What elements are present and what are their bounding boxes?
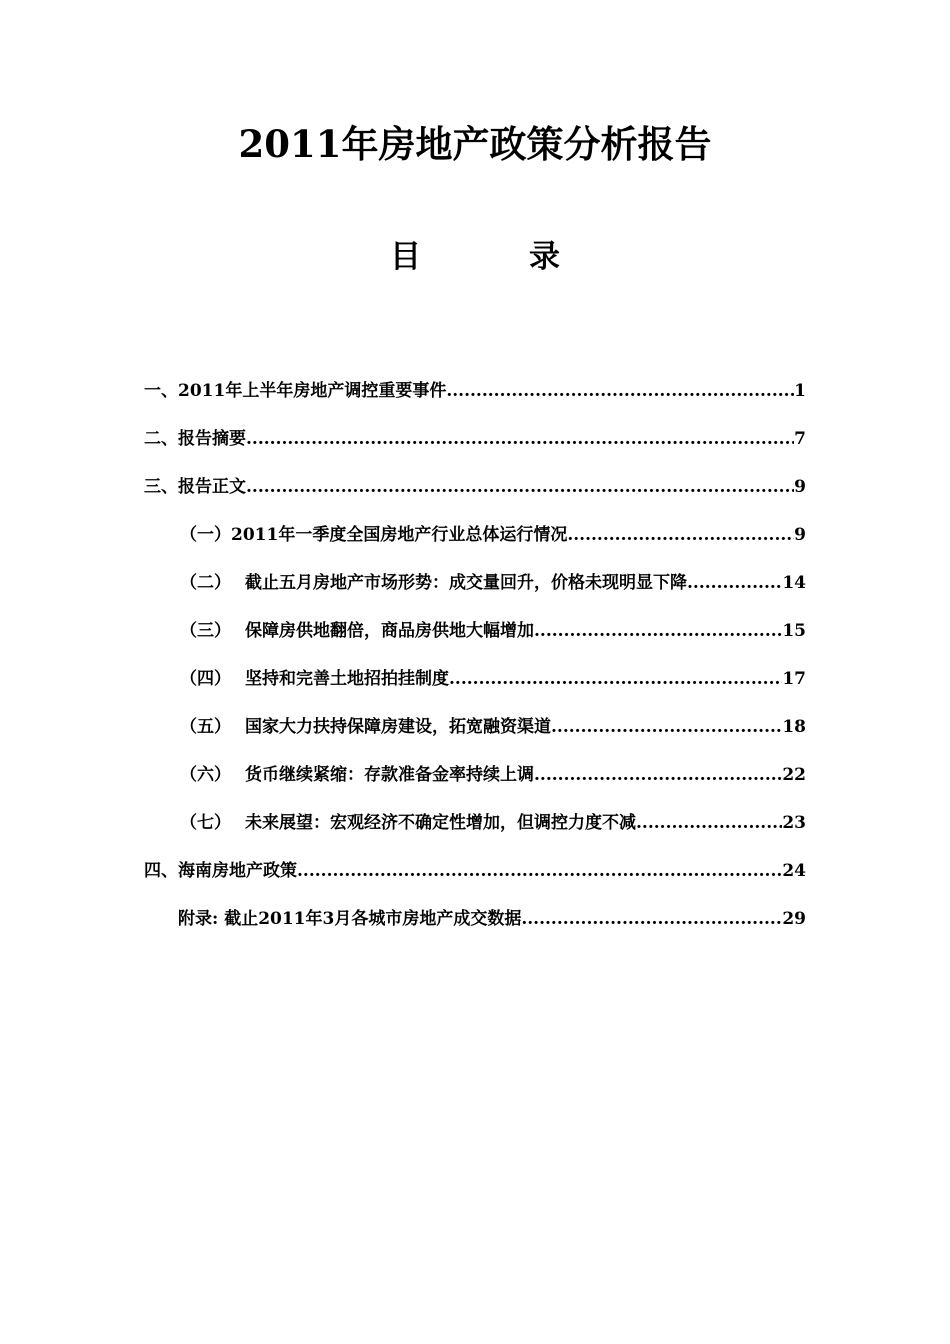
toc-entry-label [180, 714, 551, 740]
toc-entry-subsection-5[interactable] [180, 714, 806, 740]
toc-entry-appendix[interactable] [178, 906, 806, 932]
toc-entry-text: 2011年一季度全国房地产行业总体运行情况 [231, 525, 568, 545]
toc-heading-left: 目 [390, 239, 421, 275]
toc-page-number: 29 [782, 909, 806, 929]
toc-entry-text: 未来展望：宏观经济不确定性增加，但调控力度不减 [245, 813, 636, 833]
toc-entry-section-4[interactable] [144, 858, 806, 884]
toc-entry-label: 二、报告摘要 [144, 429, 246, 449]
toc-entry-subsection-3[interactable] [180, 618, 806, 644]
toc-entry-label: 附录: 截止2011年3月各城市房地产成交数据 [178, 909, 522, 929]
toc-entry-text: 国家大力扶持保障房建设，拓宽融资渠道 [245, 717, 551, 737]
toc-dot-leader [521, 906, 782, 932]
toc-dot-leader [446, 378, 794, 404]
toc-entry-subsection-2[interactable] [180, 570, 806, 596]
toc-entry-text: 货币继续紧缩：存款准备金率持续上调 [245, 765, 534, 785]
toc-page-number: 14 [782, 573, 806, 593]
toc-entry-label [180, 810, 636, 836]
toc-dot-leader [297, 858, 782, 884]
toc-page-number: 9 [794, 525, 806, 545]
toc-entry-text: 保障房供地翻倍，商品房供地大幅增加 [245, 621, 534, 641]
toc-heading [0, 234, 950, 280]
toc-entry-marker: （二） [180, 573, 231, 593]
toc-entry-subsection-6[interactable] [180, 762, 806, 788]
toc-entry-subsection-7[interactable] [180, 810, 806, 836]
toc-entry-label [180, 666, 449, 692]
toc-entry-label [180, 618, 534, 644]
toc-entry-subsection-4[interactable] [180, 666, 806, 692]
toc-entry-marker: （四） [180, 669, 231, 689]
toc-entry-text: 坚持和完善土地招拍挂制度 [245, 669, 449, 689]
toc-dot-leader [551, 714, 782, 740]
toc-page-number: 7 [794, 429, 806, 449]
toc-dot-leader [534, 618, 782, 644]
toc-dot-leader [567, 522, 794, 548]
toc-page-number: 17 [782, 669, 806, 689]
toc-entry-label [180, 570, 687, 596]
toc-dot-leader [246, 426, 794, 452]
toc-dot-leader [636, 810, 782, 836]
toc-entry-label [180, 522, 567, 548]
toc-page-number: 22 [782, 765, 806, 785]
toc-page-number: 23 [782, 813, 806, 833]
toc-entry-marker: （三） [180, 621, 231, 641]
toc-entry-label: 四、海南房地产政策 [144, 861, 297, 881]
toc-page-number: 9 [794, 477, 806, 497]
toc-entry-marker: （六） [180, 765, 231, 785]
toc-heading-right: 录 [529, 239, 560, 275]
toc-entry-label [180, 762, 534, 788]
toc-dot-leader [246, 474, 794, 500]
toc-page-number: 1 [794, 381, 806, 401]
toc-dot-leader [449, 666, 782, 692]
toc-entry-text: 截止五月房地产市场形势：成交量回升，价格未现明显下降 [245, 573, 687, 593]
toc-entry-label: 三、报告正文 [144, 477, 246, 497]
toc-entry-marker: （七） [180, 813, 231, 833]
toc-dot-leader [534, 762, 782, 788]
toc-entry-marker: （五） [180, 717, 231, 737]
toc-page-number: 18 [782, 717, 806, 737]
toc-entry-section-1[interactable] [144, 378, 806, 404]
toc-entry-section-2[interactable] [144, 426, 806, 452]
toc-dot-leader [687, 570, 782, 596]
document-title: 2011年房地产政策分析报告 [238, 122, 712, 166]
toc-entry-subsection-1[interactable] [180, 522, 806, 548]
toc-page-number: 15 [782, 621, 806, 641]
toc-page-number: 24 [782, 861, 806, 881]
toc-entry-section-3[interactable] [144, 474, 806, 500]
toc-entry-label: 一、2011年上半年房地产调控重要事件 [144, 381, 447, 401]
toc-entry-marker: （一） [180, 525, 231, 545]
